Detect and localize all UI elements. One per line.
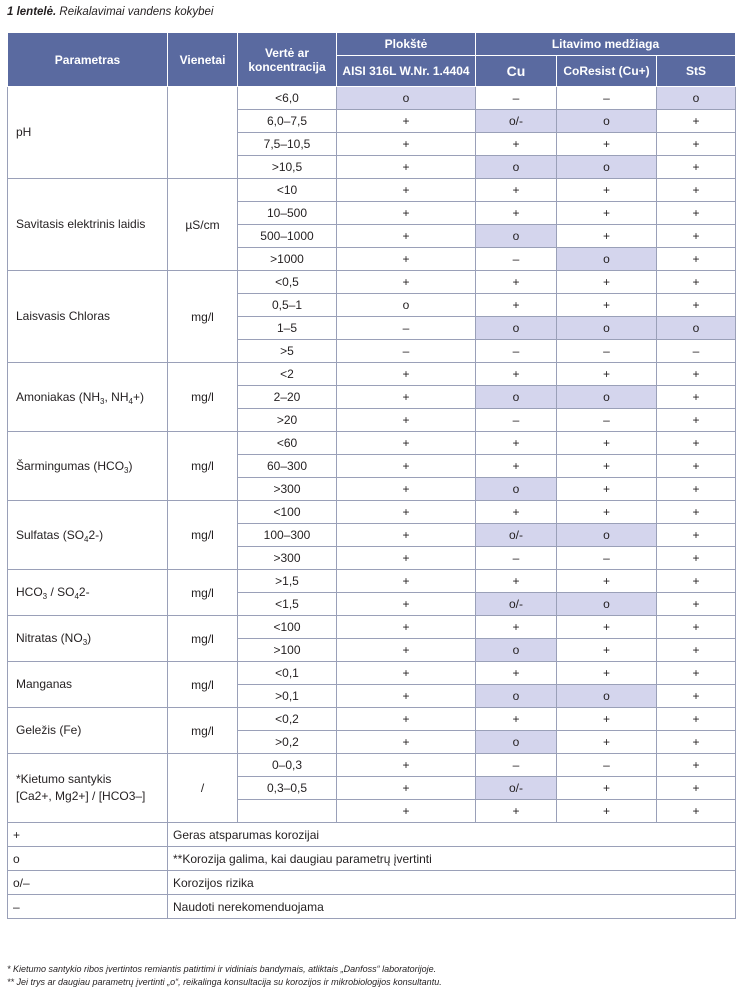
legend-text: **Korozija galima, kai daugiau parametrų įvertinti	[168, 847, 736, 871]
coresist-cell: +	[557, 478, 657, 501]
sts-cell: +	[657, 547, 736, 570]
coresist-cell: +	[557, 179, 657, 202]
cu-cell: o/-	[476, 593, 557, 616]
param-nitratas	[8, 616, 168, 662]
header-aisi: AISI 316L W.Nr. 1.4404	[337, 56, 476, 87]
aisi-cell: –	[337, 340, 476, 363]
sts-cell: +	[657, 248, 736, 271]
legend-row	[8, 895, 736, 919]
cu-cell: +	[476, 432, 557, 455]
cu-cell: +	[476, 271, 557, 294]
value-cell: <2	[238, 363, 337, 386]
footnotes	[7, 963, 442, 989]
param-nitratas-a: Nitratas (NO	[16, 631, 83, 645]
aisi-cell: +	[337, 110, 476, 133]
param-amoniakas-sub2: 4	[128, 396, 133, 406]
aisi-cell: +	[337, 386, 476, 409]
header-cu: Cu	[476, 56, 557, 87]
value-cell: 10–500	[238, 202, 337, 225]
value-cell: >300	[238, 547, 337, 570]
value-cell: 2–20	[238, 386, 337, 409]
value-cell: <0,1	[238, 662, 337, 685]
cu-cell: o/-	[476, 524, 557, 547]
coresist-cell: +	[557, 731, 657, 754]
coresist-cell: o	[557, 156, 657, 179]
cu-cell: o	[476, 386, 557, 409]
water-quality-table	[7, 32, 736, 919]
cu-cell: +	[476, 455, 557, 478]
cu-cell: o	[476, 225, 557, 248]
aisi-cell: +	[337, 524, 476, 547]
aisi-cell: +	[337, 179, 476, 202]
cu-cell: o	[476, 478, 557, 501]
sts-cell: +	[657, 156, 736, 179]
coresist-cell: +	[557, 294, 657, 317]
aisi-cell: +	[337, 501, 476, 524]
cu-cell: +	[476, 294, 557, 317]
unit-savitasis: µS/cm	[168, 179, 238, 271]
legend-text: Geras atsparumas korozijai	[168, 823, 736, 847]
aisi-cell: +	[337, 616, 476, 639]
coresist-cell: o	[557, 110, 657, 133]
coresist-cell: +	[557, 271, 657, 294]
sts-cell: +	[657, 501, 736, 524]
coresist-cell: +	[557, 455, 657, 478]
value-cell: <0,5	[238, 271, 337, 294]
unit-kietumo: /	[168, 754, 238, 823]
footnote-1: * Kietumo santykio ribos įvertintos remiantis patirtimi ir vidiniais bandymais, atliktais „Danfoss“ laboratorijoje.	[7, 964, 437, 974]
unit-manganas: mg/l	[168, 662, 238, 708]
cu-cell: –	[476, 87, 557, 110]
footnote-2: ** Jei trys ar daugiau parametrų įvertinti „o“, reikalinga konsultacija su korozijos ir mikrobiologijos konsultantu.	[7, 977, 442, 987]
sts-cell: +	[657, 524, 736, 547]
header-parametras: Parametras	[8, 33, 168, 87]
aisi-cell: +	[337, 363, 476, 386]
value-cell: 7,5–10,5	[238, 133, 337, 156]
cu-cell: +	[476, 179, 557, 202]
unit-laisvasis-chloras: mg/l	[168, 271, 238, 363]
value-cell: >100	[238, 639, 337, 662]
coresist-cell: +	[557, 708, 657, 731]
legend-row	[8, 823, 736, 847]
sts-cell: +	[657, 225, 736, 248]
coresist-cell: –	[557, 409, 657, 432]
sts-cell: +	[657, 570, 736, 593]
param-sulfatas	[8, 501, 168, 570]
coresist-cell: –	[557, 87, 657, 110]
sts-cell: +	[657, 432, 736, 455]
sts-cell: +	[657, 800, 736, 823]
value-cell: <10	[238, 179, 337, 202]
coresist-cell: –	[557, 547, 657, 570]
param-sarmingumas	[8, 432, 168, 501]
header-coresist: CoResist (Cu+)	[557, 56, 657, 87]
unit-amoniakas: mg/l	[168, 363, 238, 432]
sts-cell: +	[657, 179, 736, 202]
cu-cell: +	[476, 616, 557, 639]
cu-cell: o	[476, 685, 557, 708]
value-cell: 0,5–1	[238, 294, 337, 317]
param-sarmingumas-sub: 3	[124, 465, 129, 475]
legend-row	[8, 871, 736, 895]
coresist-cell: +	[557, 133, 657, 156]
aisi-cell: o	[337, 294, 476, 317]
coresist-cell: –	[557, 340, 657, 363]
param-nitratas-sub: 3	[82, 638, 88, 647]
aisi-cell: +	[337, 570, 476, 593]
aisi-cell: +	[337, 455, 476, 478]
param-gelezis: Geležis (Fe)	[8, 708, 168, 754]
aisi-cell: +	[337, 685, 476, 708]
coresist-cell: +	[557, 777, 657, 800]
cu-cell: o	[476, 317, 557, 340]
param-kietumo-line1: *Kietumo santykis	[16, 772, 112, 786]
coresist-cell: +	[557, 202, 657, 225]
table-row	[8, 363, 736, 386]
sts-cell: +	[657, 363, 736, 386]
aisi-cell: +	[337, 708, 476, 731]
cu-cell: –	[476, 340, 557, 363]
coresist-cell: +	[557, 570, 657, 593]
legend-row	[8, 847, 736, 871]
sts-cell: o	[657, 317, 736, 340]
aisi-cell: +	[337, 409, 476, 432]
param-sarmingumas-a: Šarmingumas (HCO	[16, 458, 125, 473]
cu-cell: o/-	[476, 110, 557, 133]
header-verte-line2: koncentracija	[248, 59, 326, 74]
sts-cell: +	[657, 708, 736, 731]
param-amoniakas	[8, 363, 168, 432]
unit-gelezis: mg/l	[168, 708, 238, 754]
value-cell: >0,2	[238, 731, 337, 754]
param-hco3-sub2: 4	[74, 592, 79, 601]
sts-cell: +	[657, 271, 736, 294]
unit-ph	[168, 87, 238, 179]
param-kietumo-santykis	[8, 754, 168, 823]
unit-sarmingumas: mg/l	[168, 432, 238, 501]
value-cell: 100–300	[238, 524, 337, 547]
coresist-cell: o	[557, 593, 657, 616]
value-cell: <1,5	[238, 593, 337, 616]
sts-cell: +	[657, 455, 736, 478]
cu-cell: +	[476, 708, 557, 731]
table-row	[8, 570, 736, 593]
unit-hco3-so4: mg/l	[168, 570, 238, 616]
aisi-cell: +	[337, 731, 476, 754]
param-amoniakas-a: Amoniakas (NH	[16, 389, 101, 404]
sts-cell: +	[657, 202, 736, 225]
cu-cell: +	[476, 363, 557, 386]
sts-cell: +	[657, 731, 736, 754]
value-cell: 6,0–7,5	[238, 110, 337, 133]
header-sts: StS	[657, 56, 736, 87]
aisi-cell: +	[337, 225, 476, 248]
cu-cell: +	[476, 133, 557, 156]
coresist-cell: –	[557, 754, 657, 777]
coresist-cell: +	[557, 616, 657, 639]
caption-text: Reikalavimai vandens kokybei	[59, 6, 214, 18]
table-row	[8, 616, 736, 639]
param-sulfatas-c: 2-)	[88, 527, 104, 542]
coresist-cell: o	[557, 248, 657, 271]
sts-cell: +	[657, 639, 736, 662]
aisi-cell: +	[337, 156, 476, 179]
header-plokste: Plokštė	[337, 33, 476, 56]
table-row	[8, 708, 736, 731]
sts-cell: +	[657, 133, 736, 156]
value-cell: >5	[238, 340, 337, 363]
cu-cell: o	[476, 156, 557, 179]
aisi-cell: +	[337, 662, 476, 685]
sts-cell: +	[657, 777, 736, 800]
table-row	[8, 271, 736, 294]
value-cell: >0,1	[238, 685, 337, 708]
param-amoniakas-sub1: 3	[100, 396, 105, 406]
aisi-cell: +	[337, 478, 476, 501]
coresist-cell: o	[557, 386, 657, 409]
value-cell	[238, 800, 337, 823]
cu-cell: o	[476, 639, 557, 662]
sts-cell: +	[657, 478, 736, 501]
sts-cell: +	[657, 754, 736, 777]
param-ph: pH	[8, 87, 168, 179]
cu-cell: +	[476, 501, 557, 524]
aisi-cell: o	[337, 87, 476, 110]
cu-cell: –	[476, 754, 557, 777]
cu-cell: +	[476, 202, 557, 225]
aisi-cell: +	[337, 202, 476, 225]
value-cell: 500–1000	[238, 225, 337, 248]
unit-nitratas: mg/l	[168, 616, 238, 662]
param-amoniakas-e: +)	[132, 389, 144, 404]
coresist-cell: +	[557, 363, 657, 386]
header-litavimo: Litavimo medžiaga	[476, 33, 736, 56]
sts-cell: +	[657, 294, 736, 317]
cu-cell: +	[476, 800, 557, 823]
caption-label: 1 lentelė.	[7, 6, 57, 18]
value-cell: 1–5	[238, 317, 337, 340]
value-cell: >1000	[238, 248, 337, 271]
param-hco3-sub1: 3	[42, 592, 48, 601]
value-cell: >20	[238, 409, 337, 432]
legend-symbol: o/–	[8, 871, 168, 895]
value-cell: <6,0	[238, 87, 337, 110]
table-row	[8, 432, 736, 455]
aisi-cell: +	[337, 593, 476, 616]
legend-symbol: o	[8, 847, 168, 871]
aisi-cell: +	[337, 547, 476, 570]
coresist-cell: +	[557, 501, 657, 524]
aisi-cell: +	[337, 432, 476, 455]
value-cell: >1,5	[238, 570, 337, 593]
legend-text: Naudoti nerekomenduojama	[168, 895, 736, 919]
value-cell: >10,5	[238, 156, 337, 179]
header-verte	[238, 33, 337, 87]
value-cell: <0,2	[238, 708, 337, 731]
sts-cell: +	[657, 662, 736, 685]
table-caption	[7, 6, 213, 18]
value-cell: 0–0,3	[238, 754, 337, 777]
param-sulfatas-a: Sulfatas (SO	[16, 527, 85, 542]
param-amoniakas-c: , NH	[104, 389, 129, 404]
coresist-cell: +	[557, 639, 657, 662]
value-cell: >300	[238, 478, 337, 501]
param-savitasis: Savitasis elektrinis laidis	[8, 179, 168, 271]
table-row	[8, 754, 736, 777]
param-kietumo-line2: [Ca2+, Mg2+] / [HCO3–]	[16, 789, 146, 803]
sts-cell: o	[657, 87, 736, 110]
sts-cell: –	[657, 340, 736, 363]
cu-cell: o/-	[476, 777, 557, 800]
legend-symbol: +	[8, 823, 168, 847]
unit-sulfatas: mg/l	[168, 501, 238, 570]
param-nitratas-c: )	[87, 631, 92, 645]
coresist-cell: o	[557, 685, 657, 708]
header-vienetai: Vienetai	[168, 33, 238, 87]
coresist-cell: +	[557, 225, 657, 248]
sts-cell: +	[657, 685, 736, 708]
aisi-cell: +	[337, 800, 476, 823]
coresist-cell: +	[557, 432, 657, 455]
aisi-cell: +	[337, 639, 476, 662]
aisi-cell: +	[337, 754, 476, 777]
param-hco3-e: 2-	[78, 585, 90, 599]
table-row	[8, 662, 736, 685]
param-manganas: Manganas	[8, 662, 168, 708]
cu-cell: –	[476, 409, 557, 432]
cu-cell: o	[476, 731, 557, 754]
coresist-cell: o	[557, 317, 657, 340]
legend-text: Korozijos rizika	[168, 871, 736, 895]
value-cell: <100	[238, 501, 337, 524]
table-row	[8, 179, 736, 202]
param-hco3-so4	[8, 570, 168, 616]
cu-cell: +	[476, 570, 557, 593]
sts-cell: +	[657, 593, 736, 616]
coresist-cell: +	[557, 662, 657, 685]
sts-cell: +	[657, 110, 736, 133]
cu-cell: –	[476, 248, 557, 271]
param-sarmingumas-c: )	[128, 458, 133, 473]
value-cell: <100	[238, 616, 337, 639]
sts-cell: +	[657, 409, 736, 432]
aisi-cell: +	[337, 248, 476, 271]
coresist-cell: +	[557, 800, 657, 823]
coresist-cell: o	[557, 524, 657, 547]
table-row	[8, 501, 736, 524]
table-row	[8, 87, 736, 110]
param-laisvasis-chloras: Laisvasis Chloras	[8, 271, 168, 363]
sts-cell: +	[657, 616, 736, 639]
param-sulfatas-sub: 4	[84, 534, 89, 544]
value-cell: 60–300	[238, 455, 337, 478]
aisi-cell: +	[337, 271, 476, 294]
header-verte-line1: Vertė ar	[264, 45, 310, 60]
value-cell: <60	[238, 432, 337, 455]
legend-symbol: –	[8, 895, 168, 919]
param-hco3-a: HCO	[16, 585, 43, 599]
aisi-cell: +	[337, 777, 476, 800]
param-hco3-c: / SO	[47, 585, 75, 599]
value-cell: 0,3–0,5	[238, 777, 337, 800]
cu-cell: –	[476, 547, 557, 570]
aisi-cell: +	[337, 133, 476, 156]
cu-cell: +	[476, 662, 557, 685]
sts-cell: +	[657, 386, 736, 409]
aisi-cell: –	[337, 317, 476, 340]
